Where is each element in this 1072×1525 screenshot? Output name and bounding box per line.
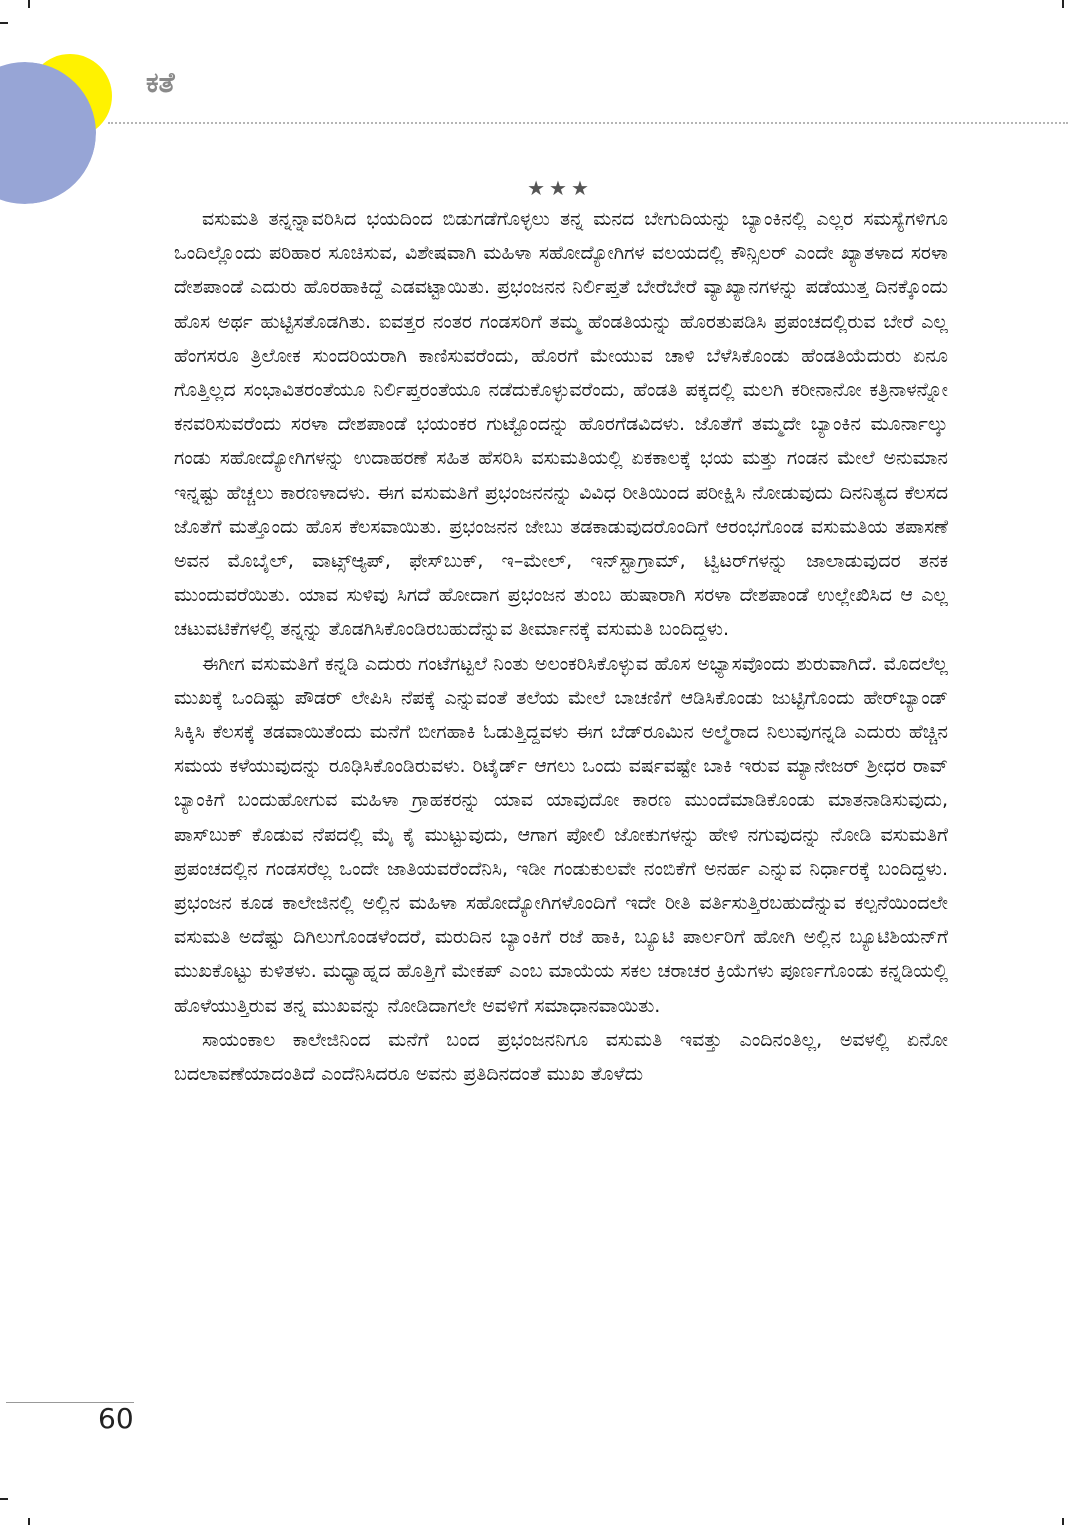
- crop-mark: [1062, 1518, 1064, 1525]
- star-separator: ★★★: [527, 176, 593, 200]
- crop-mark: [0, 1498, 8, 1500]
- page-number: 60: [98, 1402, 134, 1435]
- paragraph: ಸಾಯಂಕಾಲ ಕಾಲೇಜಿನಿಂದ ಮನೆಗೆ ಬಂದ ಪ್ರಭಂಜನನಿಗೂ ವಸುಮತಿ ಇವತ್ತು ಎಂದಿನಂತಿಲ್ಲ, ಅವಳಲ್ಲಿ ಏನೋ ಬದಲಾವಣೆಯಾದಂತಿದೆ ಎಂದೆನಿಸಿದರೂ ಅವನು ಪ್ರತಿದಿನದಂತೆ ಮುಖ ತೊಳೆದು: [174, 1028, 948, 1086]
- crop-mark: [28, 1518, 30, 1525]
- paragraph: ಈಗೀಗ ವಸುಮತಿಗೆ ಕನ್ನಡಿ ಎದುರು ಗಂಟೆಗಟ್ಟಲೆ ನಿಂತು ಅಲಂಕರಿಸಿಕೊಳ್ಳುವ ಹೊಸ ಅಭ್ಯಾಸವೊಂದು ಶುರುವಾಗಿದೆ. ಮೊದಲೆಲ್ಲ ಮುಖಕ್ಕೆ ಒಂದಿಷ್ಟು ಪೌಡರ್ ಲೇಪಿಸಿ ನೆಪಕ್ಕೆ ಎನ್ನುವಂತೆ ತಲೆಯ ಮೇಲೆ ಬಾಚಣಿಗೆ ಆಡಿಸಿಕೊಂಡು ಜುಟ್ಟಿಗೊಂದು ಹೇರ್‌ಬ್ಯಾಂಡ್ ಸಿಕ್ಕಿಸಿ ಕೆಲಸಕ್ಕೆ ತಡವಾಯಿತೆಂದು ಮನೆಗೆ ಬೀಗಹಾಕಿ ಓಡುತ್ತಿದ್ದವಳು ಈಗ ಬೆಡ್‌ರೂಮಿನ ಅಲ್ಮೆರಾದ ನಿಲುವುಗನ್ನಡಿ ಎದುರು ಹೆಚ್ಚಿನ ಸಮಯ ಕಳೆಯುವುದನ್ನು ರೂಢಿಸಿಕೊಂಡಿರುವಳು. ರಿಟೈರ್ಡ್ ಆಗಲು ಒಂದು ವರ್ಷವಷ್ಟೇ ಬಾಕಿ ಇರುವ ಮ್ಯಾನೇಜರ್ ಶ್ರೀಧರ ರಾವ್ ಬ್ಯಾಂಕಿಗೆ ಬಂದುಹೋಗುವ ಮಹಿಳಾ ಗ್ರಾಹಕರನ್ನು ಯಾವ ಯಾವುದೋ ಕಾರಣ ಮುಂದೆಮಾಡಿಕೊಂಡು ಮಾತನಾಡಿಸುವುದು, ಪಾಸ್‌ಬುಕ್ ಕೊಡುವ ನೆಪದಲ್ಲಿ ಮೈ ಕೈ ಮುಟ್ಟುವುದು, ಆಗಾಗ ಪೋಲಿ ಜೋಕುಗಳನ್ನು ಹೇಳಿ ನಗುವುದನ್ನು ನೋಡಿ ವಸುಮತಿಗೆ ಪ್ರಪಂಚದಲ್ಲಿನ ಗಂಡಸರೆಲ್ಲ ಒಂದೇ ಜಾತಿಯವರೆಂದೆನಿಸಿ, ಇಡೀ ಗಂಡುಕುಲವೇ ನಂಬಿಕೆಗೆ ಅನರ್ಹ ಎನ್ನುವ ನಿರ್ಧಾರಕ್ಕೆ ಬಂದಿದ್ದಳು. ಪ್ರಭಂಜನ ಕೂಡ ಕಾಲೇಜಿನಲ್ಲಿ ಅಲ್ಲಿನ ಮಹಿಳಾ ಸಹೋದ್ಯೋಗಿಗಳೊಂದಿಗೆ ಇದೇ ರೀತಿ ವರ್ತಿಸುತ್ತಿರಬಹುದೆನ್ನುವ ಕಲ್ಪನೆಯಿಂದಲೇ ವಸುಮತಿ ಅದೆಷ್ಟು ದಿಗಿಲುಗೊಂಡಳೆಂದರೆ, ಮರುದಿನ ಬ್ಯಾಂಕಿಗೆ ರಜೆ ಹಾಕಿ, ಬ್ಯೂಟಿ ಪಾರ್ಲರಿಗೆ ಹೋಗಿ ಅಲ್ಲಿನ ಬ್ಯೂಟಿಶಿಯನ್‌ಗೆ ಮುಖಕೊಟ್ಟು ಕುಳಿತಳು. ಮಧ್ಯಾಹ್ನದ ಹೊತ್ತಿಗೆ ಮೇಕಪ್ ಎಂಬ ಮಾಯೆಯ ಸಕಲ ಚರಾಚರ ಕ್ರಿಯೆಗಳು ಪೂರ್ಣಗೊಂಡು ಕನ್ನಡಿಯಲ್ಲಿ ಹೊಳೆಯುತ್ತಿರುವ ತನ್ನ ಮುಖವನ್ನು ನೋಡಿದಾಗಲೇ ಅವಳಿಗೆ ಸಮಾಧಾನವಾಯಿತು.: [174, 652, 948, 1017]
- section-label: ಕತೆ: [146, 66, 175, 99]
- crop-mark: [28, 0, 30, 8]
- crop-mark: [0, 22, 8, 24]
- story-body: [174, 202, 948, 1091]
- dotted-divider: [108, 122, 1068, 124]
- paragraph: ವಸುಮತಿ ತನ್ನನ್ನಾವರಿಸಿದ ಭಯದಿಂದ ಬಿಡುಗಡೆಗೊಳ್ಳಲು ತನ್ನ ಮನದ ಬೇಗುದಿಯನ್ನು ಬ್ಯಾಂಕಿನಲ್ಲಿ ಎಲ್ಲರ ಸಮಸ್ಯೆಗಳಿಗೂ ಒಂದಿಲ್ಲೊಂದು ಪರಿಹಾರ ಸೂಚಿಸುವ, ವಿಶೇಷವಾಗಿ ಮಹಿಳಾ ಸಹೋದ್ಯೋಗಿಗಳ ವಲಯದಲ್ಲಿ ಕೌನ್ಸಿಲರ್ ಎಂದೇ ಖ್ಯಾತಳಾದ ಸರಳಾ ದೇಶಪಾಂಡೆ ಎದುರು ಹೊರಹಾಕಿದ್ದೆ ಎಡವಟ್ಟಾಯಿತು. ಪ್ರಭಂಜನನ ನಿರ್ಲಿಪ್ತತೆ ಬೇರೆಬೇರೆ ವ್ಯಾಖ್ಯಾನಗಳನ್ನು ಪಡೆಯುತ್ತ ದಿನಕ್ಕೊಂದು ಹೊಸ ಅರ್ಥ ಹುಟ್ಟಿಸತೊಡಗಿತು. ಐವತ್ತರ ನಂತರ ಗಂಡಸರಿಗೆ ತಮ್ಮ ಹೆಂಡತಿಯನ್ನು ಹೊರತುಪಡಿಸಿ ಪ್ರಪಂಚದಲ್ಲಿರುವ ಬೇರೆ ಎಲ್ಲ ಹೆಂಗಸರೂ ತ್ರಿಲೋಕ ಸುಂದರಿಯರಾಗಿ ಕಾಣಿಸುವರೆಂದು, ಹೊರಗೆ ಮೇಯುವ ಚಾಳಿ ಬೆಳೆಸಿಕೊಂಡು ಹೆಂಡತಿಯೆದುರು ಏನೂ ಗೊತ್ತಿಲ್ಲದ ಸಂಭಾವಿತರಂತೆಯೂ ನಿರ್ಲಿಪ್ತರಂತೆಯೂ ನಡೆದುಕೊಳ್ಳುವರೆಂದು, ಹೆಂಡತಿ ಪಕ್ಕದಲ್ಲಿ ಮಲಗಿ ಕರೀನಾನೋ ಕತ್ರಿನಾಳನ್ನೋ ಕನವರಿಸುವರೆಂದು ಸರಳಾ ದೇಶಪಾಂಡೆ ಭಯಂಕರ ಗುಟ್ಟೊಂದನ್ನು ಹೊರಗೆಡವಿದಳು. ಜೊತೆಗೆ ತಮ್ಮದೇ ಬ್ಯಾಂಕಿನ ಮೂರ್ನಾಲ್ಕು ಗಂಡು ಸಹೋದ್ಯೋಗಿಗಳನ್ನು ಉದಾಹರಣೆ ಸಹಿತ ಹೆಸರಿಸಿ ವಸುಮತಿಯಲ್ಲಿ ಏಕಕಾಲಕ್ಕೆ ಭಯ ಮತ್ತು ಗಂಡನ ಮೇಲೆ ಅನುಮಾನ ಇನ್ನಷ್ಟು ಹೆಚ್ಚಲು ಕಾರಣಳಾದಳು. ಈಗ ವಸುಮತಿಗೆ ಪ್ರಭಂಜನನನ್ನು ವಿವಿಧ ರೀತಿಯಿಂದ ಪರೀಕ್ಷಿಸಿ ನೋಡುವುದು ದಿನನಿತ್ಯದ ಕೆಲಸದ ಜೊತೆಗೆ ಮತ್ತೊಂದು ಹೊಸ ಕೆಲಸವಾಯಿತು. ಪ್ರಭಂಜನನ ಜೇಬು ತಡಕಾಡುವುದರೊಂದಿಗೆ ಆರಂಭಗೊಂಡ ವಸುಮತಿಯ ತಪಾಸಣೆ ಅವನ ಮೊಬೈಲ್, ವಾಟ್ಸ್‌ಆ್ಯಪ್, ಫೇಸ್‌ಬುಕ್, ಇ–ಮೇಲ್, ಇನ್‌ಸ್ಟಾಗ್ರಾಮ್, ಟ್ವಿಟರ್‌ಗಳನ್ನು ಜಾಲಾಡುವುದರ ತನಕ ಮುಂದುವರೆಯಿತು. ಯಾವ ಸುಳಿವು ಸಿಗದೆ ಹೋದಾಗ ಪ್ರಭಂಜನ ತುಂಬ ಹುಷಾರಾಗಿ ಸರಳಾ ದೇಶಪಾಂಡೆ ಉಲ್ಲೇಖಿಸಿದ ಆ ಎಲ್ಲ ಚಟುವಟಿಕೆಗಳಲ್ಲಿ ತನ್ನನ್ನು ತೊಡಗಿಸಿಕೊಂಡಿರಬಹುದೆನ್ನುವ ತೀರ್ಮಾನಕ್ಕೆ ವಸುಮತಿ ಬಂದಿದ್ದಳು.: [174, 208, 948, 641]
- crop-mark: [1062, 0, 1064, 8]
